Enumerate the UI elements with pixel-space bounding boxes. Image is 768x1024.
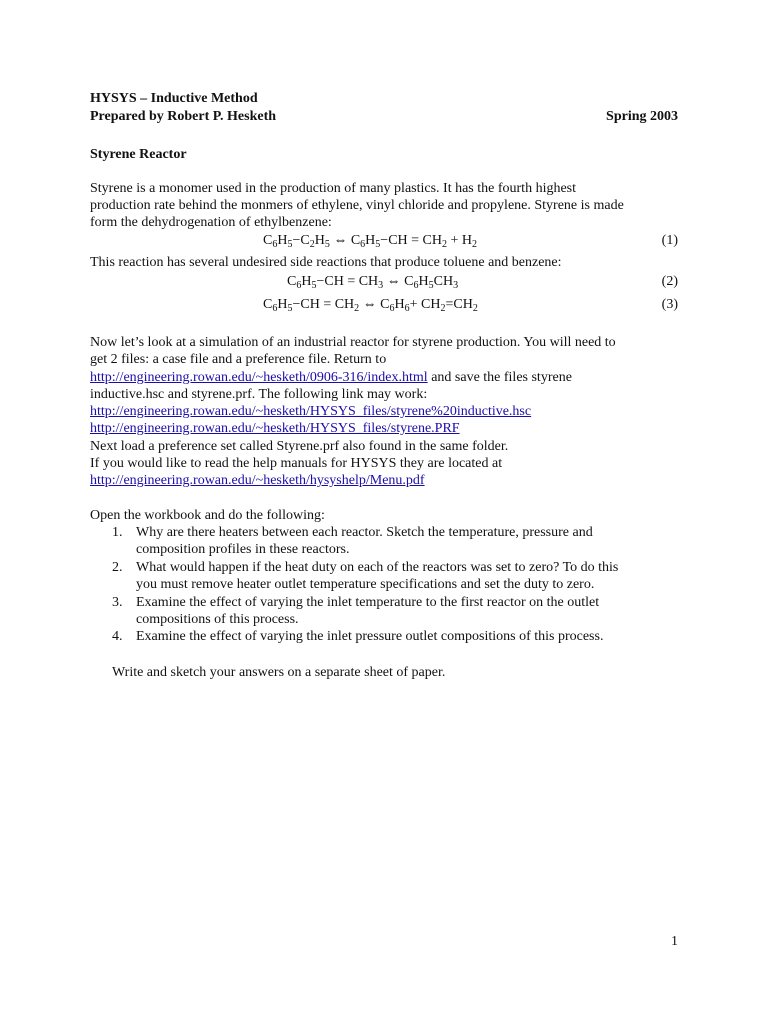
task-3-line-2: compositions of this process. (136, 612, 299, 627)
task-2-line-1: What would happen if the heat duty on each of the reactors was set to zero? To do this (136, 560, 619, 575)
sim-line-3 (90, 369, 572, 386)
task-4-number: 4. (112, 629, 123, 644)
equation-3: $C_6H_5-CH = CH_2$ ⇔ $C_6H_6+ CH_2=CH_2$ (263, 297, 478, 314)
sim-link-prf-line (90, 420, 460, 437)
intro-line-1: Styrene is a monomer used in the production of many plastics. It has the fourth highest (90, 181, 577, 196)
page-number: 1 (671, 934, 678, 949)
section-title: Styrene Reactor (90, 147, 187, 162)
task-1-number: 1. (112, 525, 123, 540)
equation-1: $C_6H_5-C_2H_5$ ⇔ $C_6H_5-CH = CH_2 + H_2$ (263, 233, 477, 250)
help-manual-link[interactable]: http://engineering.rowan.edu/~hesketh/hysyshelp/Menu.pdf (90, 473, 425, 488)
course-index-link[interactable]: http://engineering.rowan.edu/~hesketh/0906-316/index.html (90, 370, 428, 385)
document-page (90, 0, 678, 1024)
doc-author: Prepared by Robert P. Hesketh (90, 109, 277, 124)
doc-term: Spring 2003 (606, 109, 678, 124)
equation-2: $C_6H_5-CH = CH_3$ ⇔ $C_6H_5CH_3$ (287, 274, 459, 291)
task-2-line-2: you must remove heater outlet temperature specifications and set the duty to zero. (136, 577, 595, 592)
prf-file-link[interactable]: http://engineering.rowan.edu/~hesketh/HYSYS_files/styrene.PRF (90, 421, 460, 436)
intro-line-2: production rate behind the monmers of ethylene, vinyl chloride and propylene. Styrene is made (90, 198, 624, 213)
hsc-file-link[interactable]: http://engineering.rowan.edu/~hesketh/HYSYS_files/styrene%20inductive.hsc (90, 404, 532, 419)
closing-instruction: Write and sketch your answers on a separate sheet of paper. (112, 665, 446, 680)
sim-link-help-line (90, 472, 425, 489)
sim-line-1: Now let’s look at a simulation of an industrial reactor for styrene production. You will need to (90, 335, 616, 350)
task-3-line-1: Examine the effect of varying the inlet temperature to the first reactor on the outlet (136, 595, 600, 610)
task-1-line-2: composition profiles in these reactors. (136, 542, 350, 557)
task-3-number: 3. (112, 595, 123, 610)
tasks-intro: Open the workbook and do the following: (90, 508, 325, 523)
sim-line-4: inductive.hsc and styrene.prf. The following link may work: (90, 387, 428, 402)
intro-line-3: form the dehydrogenation of ethylbenzene: (90, 215, 332, 230)
equation-1-number: (1) (661, 233, 678, 248)
equation-2-number: (2) (661, 274, 678, 289)
sim-line-3-text: and save the files styrene (427, 370, 572, 385)
sim-link-hsc-line (90, 403, 531, 420)
sim-line-2: get 2 files: a case file and a preference file. Return to (90, 352, 387, 367)
side-reactions-intro: This reaction has several undesired side reactions that produce toluene and benzene: (90, 255, 562, 270)
task-2-number: 2. (112, 560, 123, 575)
task-1-line-1: Why are there heaters between each reactor. Sketch the temperature, pressure and (136, 525, 593, 540)
doc-title: HYSYS – Inductive Method (90, 91, 258, 106)
sim-line-6: If you would like to read the help manuals for HYSYS they are located at (90, 456, 503, 471)
sim-line-5: Next load a preference set called Styrene.prf also found in the same folder. (90, 439, 509, 454)
task-4-line-1: Examine the effect of varying the inlet pressure outlet compositions of this process. (136, 629, 604, 644)
equation-3-number: (3) (661, 297, 678, 312)
